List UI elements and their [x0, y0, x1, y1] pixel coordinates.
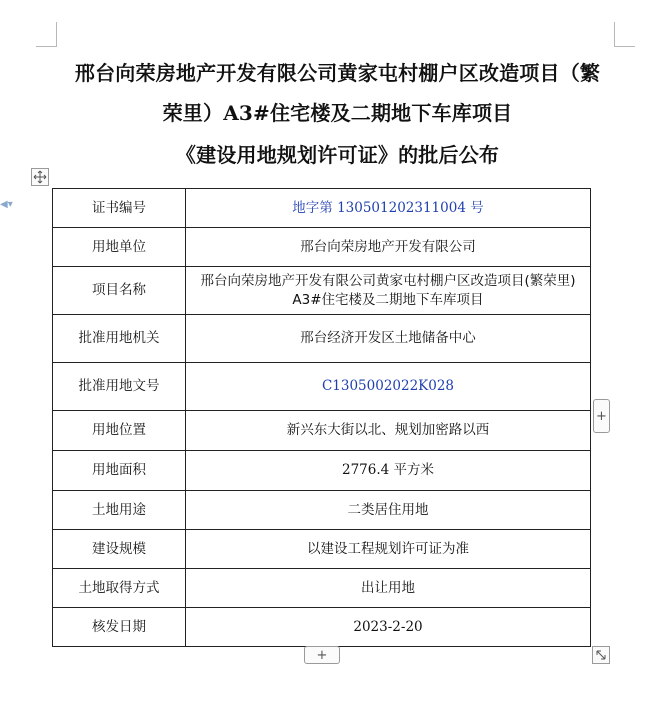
table-row — [53, 569, 591, 608]
row-value-land-location: 新兴东大街以北、规划加密路以西 — [186, 411, 591, 451]
row-value-acquisition-method: 出让用地 — [186, 569, 591, 608]
margin-corner-top-left — [36, 22, 57, 47]
row-label-issue-date: 核发日期 — [53, 608, 186, 647]
row-value-certificate-number: 地字第 130501202311004 号 — [186, 189, 591, 228]
info-table — [52, 188, 591, 647]
side-marker-icon: ◀▾ — [0, 199, 13, 210]
project-name-line-1: 邢台向荣房地产开发有限公司黄家屯村棚户区改造项目(繁荣里) — [200, 272, 576, 289]
margin-corner-top-right — [614, 22, 635, 47]
table-row — [53, 189, 591, 228]
add-column-button[interactable] — [593, 399, 610, 433]
table-row — [53, 315, 591, 363]
resize-icon — [595, 649, 607, 661]
table-row — [53, 228, 591, 267]
table-row — [53, 530, 591, 569]
project-name-line-2: A3#住宅楼及二期地下车库项目 — [292, 291, 484, 308]
table-row — [53, 491, 591, 530]
row-label-land-use: 土地用途 — [53, 491, 186, 530]
plus-icon: + — [316, 647, 328, 663]
row-label-certificate-number: 证书编号 — [53, 189, 186, 228]
row-value-approving-authority: 邢台经济开发区土地储备中心 — [186, 315, 591, 363]
row-value-land-area: 2776.4 平方米 — [186, 451, 591, 491]
table-row — [53, 363, 591, 411]
table-row — [53, 451, 591, 491]
plus-icon: + — [596, 408, 607, 424]
row-label-land-user: 用地单位 — [53, 228, 186, 267]
row-value-land-user: 邢台向荣房地产开发有限公司 — [186, 228, 591, 267]
row-label-project-name: 项目名称 — [53, 267, 186, 315]
row-label-construction-scale: 建设规模 — [53, 530, 186, 569]
add-row-button[interactable] — [304, 646, 340, 664]
table-row — [53, 608, 591, 647]
document-title-line-3: 《建设用地规划许可证》的批后公布 — [175, 143, 500, 167]
row-label-land-location: 用地位置 — [53, 411, 186, 451]
table-row — [53, 411, 591, 451]
row-value-land-use: 二类居住用地 — [186, 491, 591, 530]
row-value-issue-date: 2023-2-20 — [186, 608, 591, 647]
row-label-acquisition-method: 土地取得方式 — [53, 569, 186, 608]
move-icon — [33, 170, 47, 184]
document-title-line-2: 荣里）A3#住宅楼及二期地下车库项目 — [162, 101, 513, 125]
document-title-line-1: 邢台向荣房地产开发有限公司黄家屯村棚户区改造项目（繁 — [74, 61, 601, 85]
table-row — [53, 267, 591, 315]
row-label-approving-authority: 批准用地机关 — [53, 315, 186, 363]
row-label-approval-document-number: 批准用地文号 — [53, 363, 186, 411]
row-label-land-area: 用地面积 — [53, 451, 186, 491]
table-resize-handle[interactable] — [592, 646, 610, 664]
row-value-project-name — [186, 267, 591, 315]
row-value-approval-document-number: C1305002022K028 — [186, 363, 591, 411]
row-value-construction-scale: 以建设工程规划许可证为准 — [186, 530, 591, 569]
table-move-handle[interactable] — [31, 168, 49, 186]
